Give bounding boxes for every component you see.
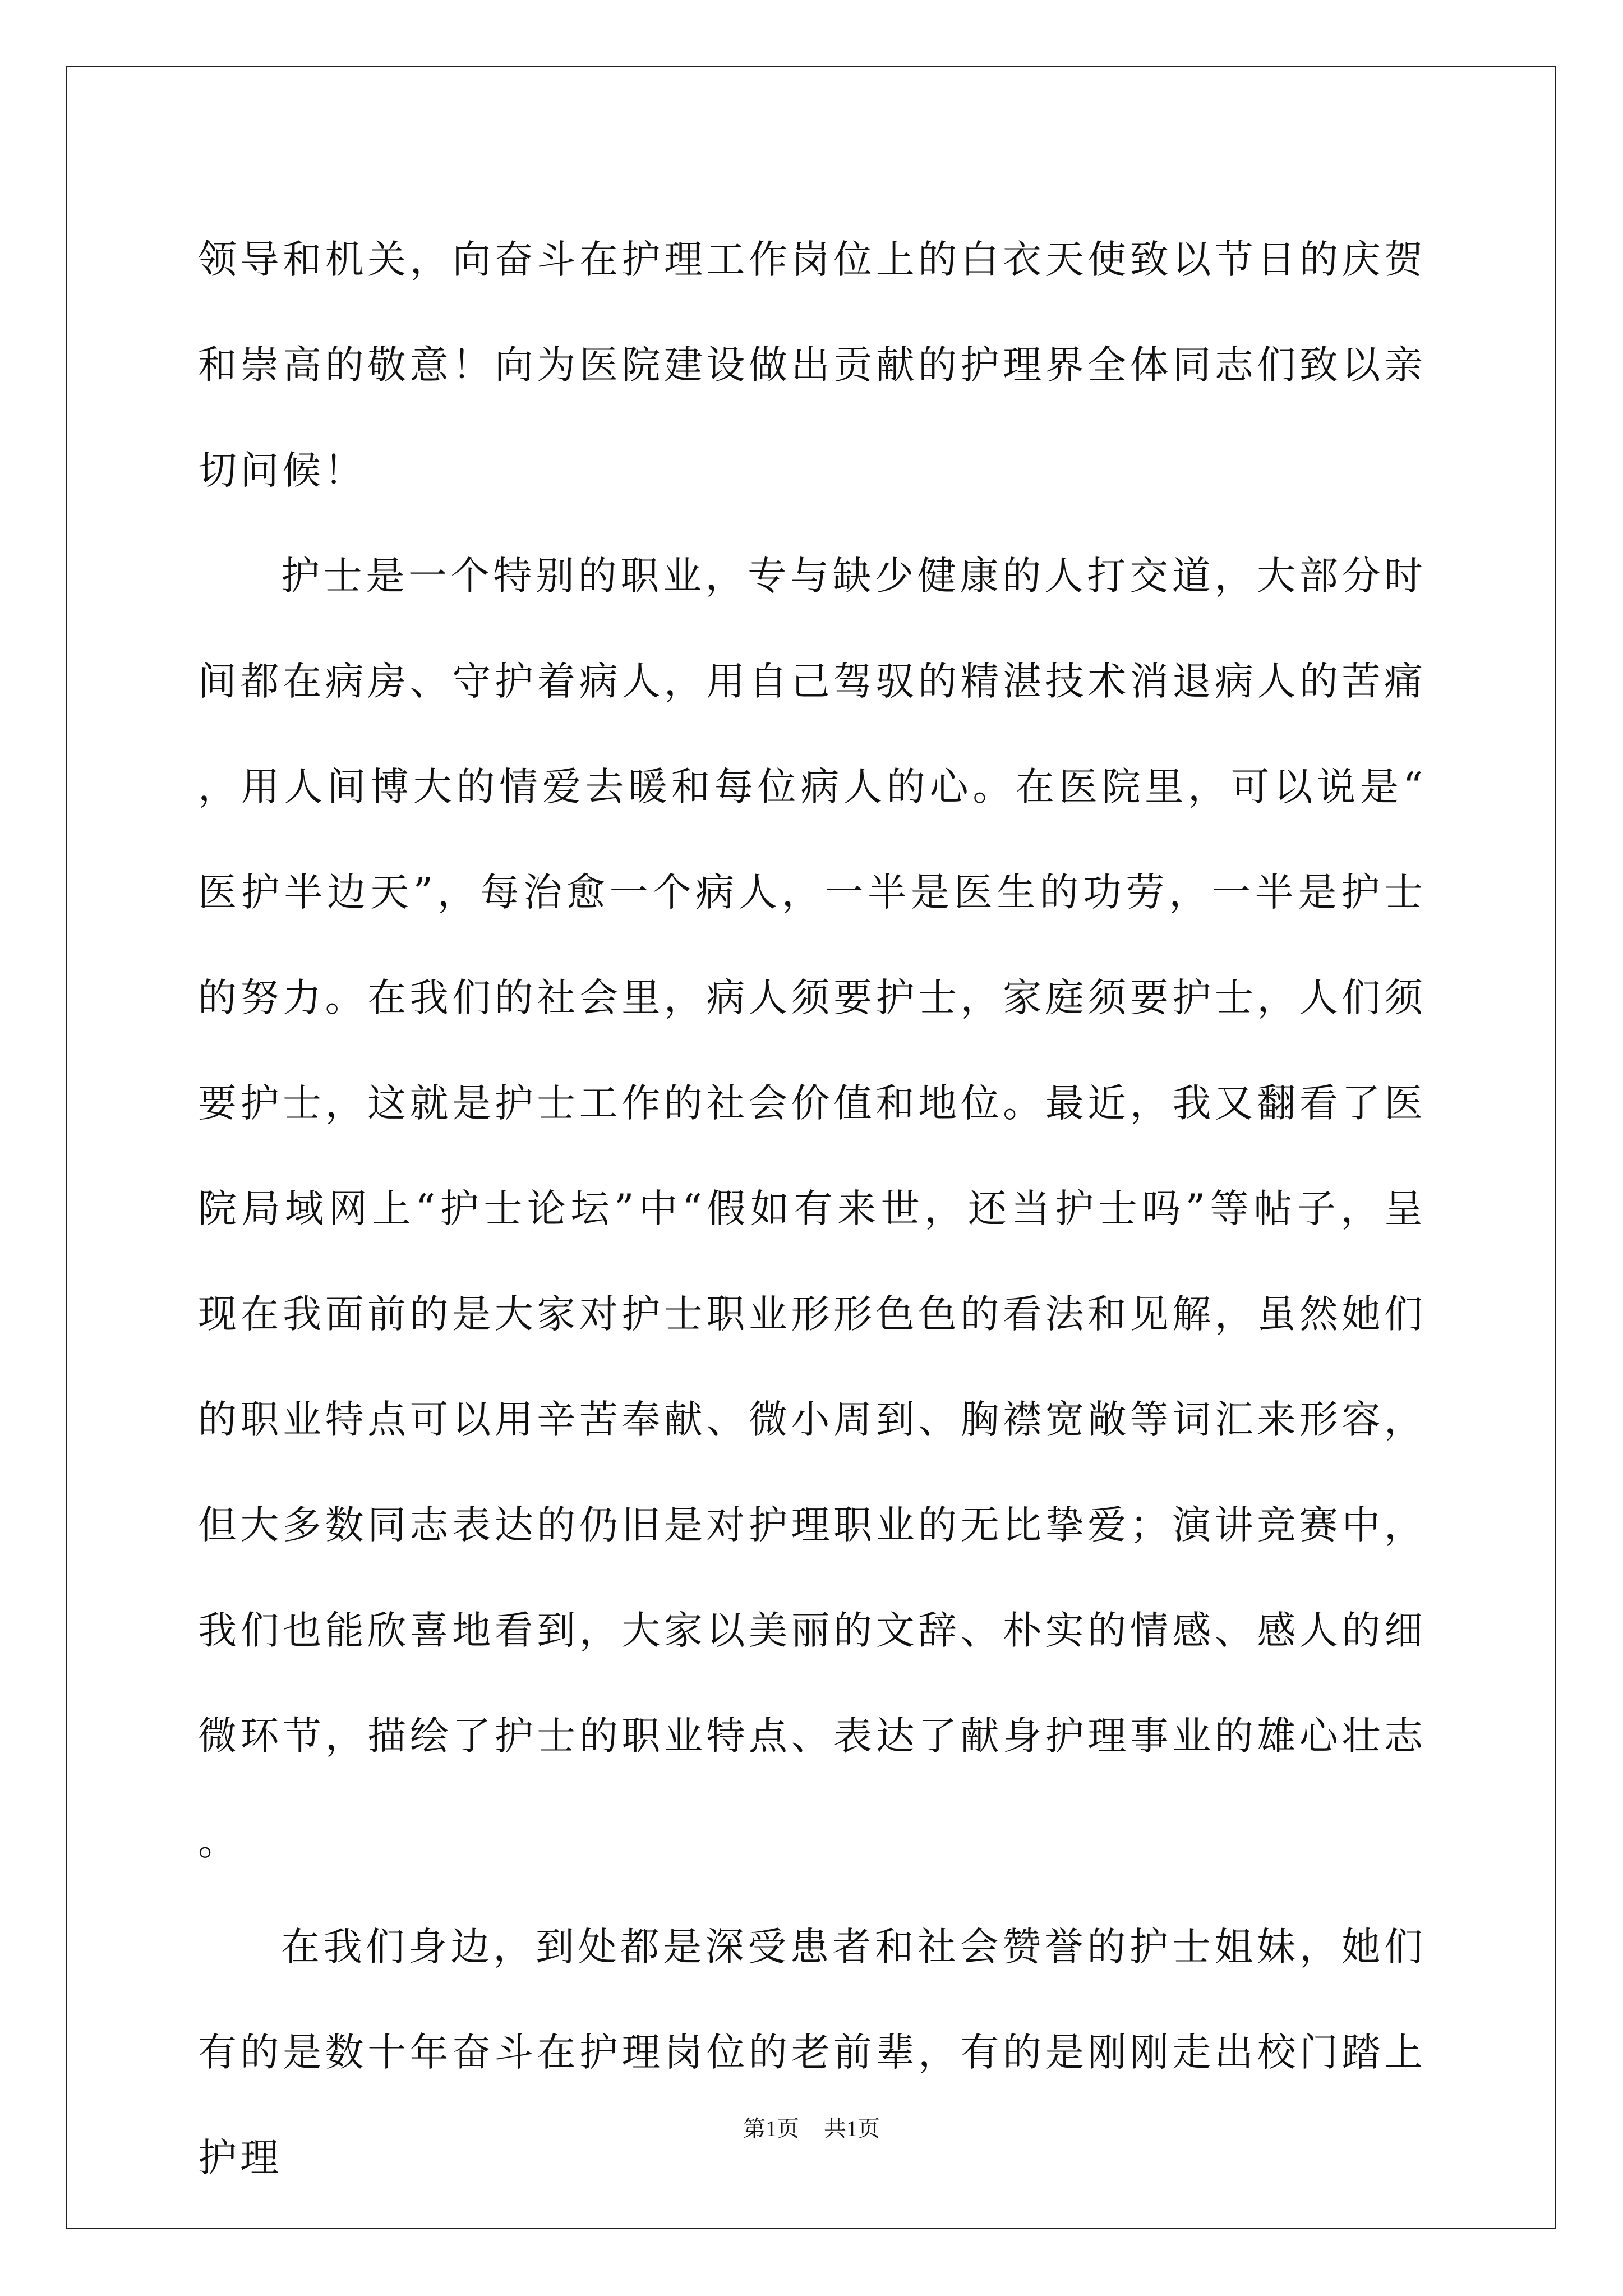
page-total: 共1页: [824, 2116, 880, 2141]
paragraph-nurse-profession: 护士是一个特别的职业，专与缺少健康的人打交道，大部分时间都在病房、守护着病人，用自己驾驭的精湛技术消退病人的苦痛，用人间博大的情爱去暖和每位病人的心。在医院里，可以说是“医护半边天”，每治愈一个病人，一半是医生的功劳，一半是护士的努力。在我们的社会里，病人须要护士，家庭须要护士，人们须要护士，这就是护士工作的社会价值和地位。最近，我又翻看了医院局域网上“护士论坛”中“假如有来世，还当护士吗”等帖子，呈现在我面前的是大家对护士职业形形色色的看法和见解，虽然她们的职业特点可以用辛苦奉献、微小周到、胸襟宽敞等词汇来形容，但大多数同志表达的仍旧是对护理职业的无比挚爱；演讲竞赛中，我们也能欣喜地看到，大家以美丽的文辞、朴实的情感、感人的细微环节，描绘了护士的职业特点、表达了献身护理事业的雄心壮志。: [198, 554, 1426, 1864]
paragraph-nurse-sisters: 在我们身边，到处都是深受患者和社会赞誉的护士姐妹，她们有的是数十年奋斗在护理岗位的老前辈，有的是刚刚走出校门踏上护理: [198, 1925, 1426, 2180]
document-body: [198, 207, 1426, 2211]
page-footer: [0, 2115, 1623, 2143]
paragraph-continued: 领导和机关，向奋斗在护理工作岗位上的白衣天使致以节日的庆贺和崇高的敬意！向为医院建设做出贡献的护理界全体同志们致以亲切问候！: [198, 237, 1426, 493]
page-number: 第1页: [743, 2116, 799, 2141]
